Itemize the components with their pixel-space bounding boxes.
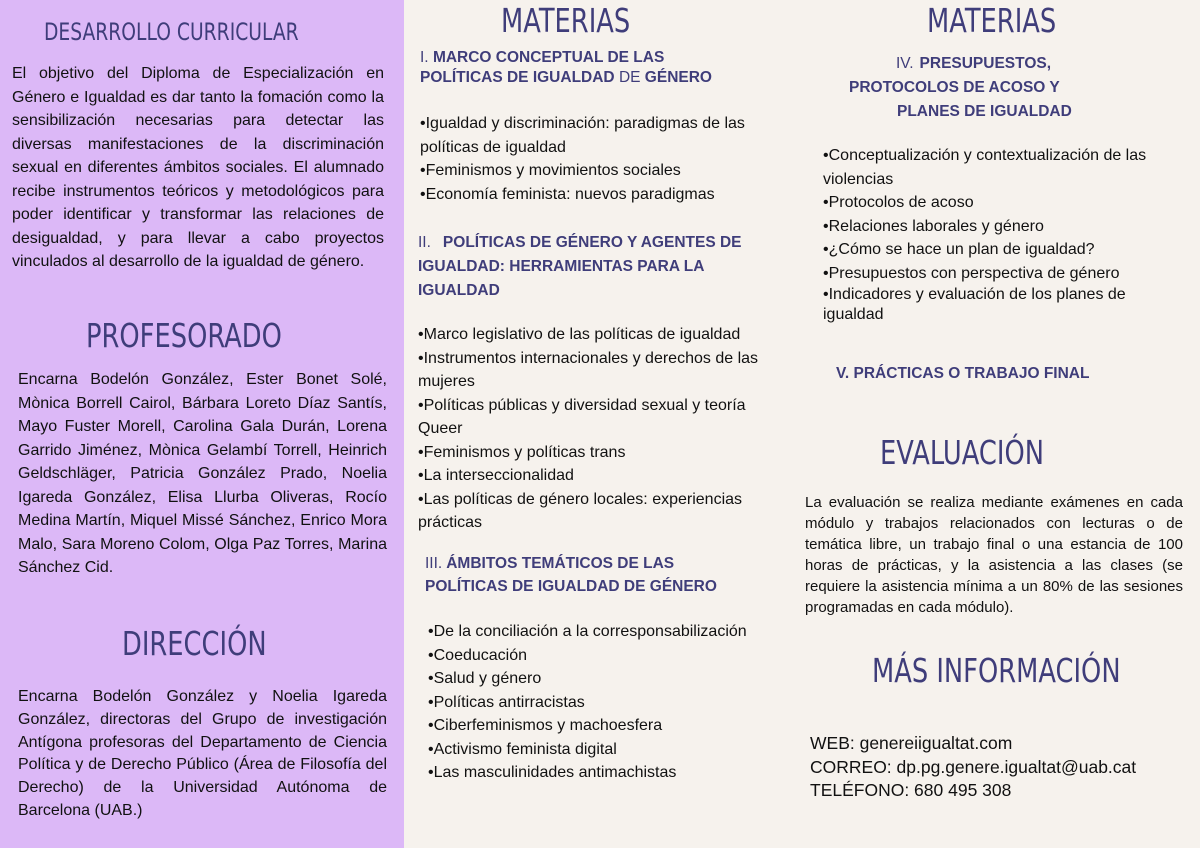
phone-text: TELÉFONO: 680 495 308 (810, 780, 1012, 800)
email-link[interactable]: CORREO: dp.pg.genere.igualtat@uab.cat (810, 756, 1137, 777)
subjects-heading-2: MATERIAS (927, 1, 1057, 40)
info-heading: MÁS INFORMACIÓN (872, 651, 1121, 690)
direction-heading: DIRECCIÓN (122, 624, 267, 663)
subjects-heading: MATERIAS (501, 1, 631, 40)
section-1-title-line1: MARCO CONCEPTUAL DE LAS (432, 49, 665, 66)
section-4-number: IV. (896, 55, 914, 72)
list-item: • Feminismos y políticas trans (418, 441, 778, 465)
section-4-title-line1: PRESUPUESTOS, (919, 55, 1052, 72)
contact-block (810, 732, 1136, 803)
section-1-title-line2b: DE (618, 69, 641, 86)
list-item: • Activismo feminista digital (428, 738, 788, 762)
section-3-title-text: ÁMBITOS TEMÁTICOS DE LAS POLÍTICAS DE IGUALDAD DE GÉNERO (425, 555, 717, 595)
section-4-title (800, 52, 1200, 124)
list-item: • Salud y género (428, 667, 788, 691)
section-1-title (420, 48, 780, 88)
list-item: • Coeducación (428, 644, 788, 668)
section-2-title (418, 231, 774, 303)
right-panel (800, 0, 1200, 848)
list-item: • Las políticas de género locales: experiencias prácticas (418, 488, 778, 535)
list-item: • Conceptualización y contextualización de las violencias (823, 144, 1168, 191)
section-2-number: II. (418, 234, 431, 251)
section-2-list (418, 323, 778, 535)
section-4-title-line2: PROTOCOLOS DE ACOSO Y (849, 79, 1060, 96)
section-2-title-text: POLÍTICAS DE GÉNERO Y AGENTES DE IGUALDAD: HERRAMIENTAS PARA LA IGUALDAD (418, 234, 742, 299)
section-3-title (425, 552, 755, 598)
section-1-number: I. (420, 49, 429, 66)
list-item: • Relaciones laborales y género (823, 215, 1168, 239)
list-item: • Las masculinidades antimachistas (428, 761, 788, 785)
list-item: • Igualdad y discriminación: paradigmas de las políticas de igualdad (420, 112, 780, 159)
curriculum-heading: DESARROLLO CURRICULAR (44, 18, 299, 46)
list-item: • Feminismos y movimientos sociales (420, 159, 780, 183)
list-item: • Marco legislativo de las políticas de igualdad (418, 323, 778, 347)
curriculum-text: El objetivo del Diploma de Especialización en Género e Igualdad es dar tanto la fomación como la sensibilización necesarias para detectar las diversas manifestaciones de la discriminación sexual en diferentes ámbitos sociales. El alumnado recibe instrumentos teóricos y metodológicos para poder identificar y transformar las relaciones de desigualdad, y para llevar a cabo proyectos vinculados al desarrollo de la igualdad de género. (12, 65, 384, 270)
section-5-title: V. PRÁCTICAS O TRABAJO FINAL (836, 365, 1090, 382)
list-item: • Políticas antirracistas (428, 691, 788, 715)
section-3-list (428, 620, 788, 785)
list-item: • Protocolos de acoso (823, 191, 1168, 215)
list-item: • Instrumentos internacionales y derechos de las mujeres (418, 347, 778, 394)
list-item: • Indicadores y evaluación de los planes de igualdad (823, 285, 1168, 325)
left-panel (0, 0, 404, 848)
section-4-title-line3: PLANES DE IGUALDAD (897, 103, 1072, 120)
section-4-list (823, 144, 1168, 325)
faculty-text: Encarna Bodelón González, Ester Bonet Solé, Mònica Borrell Cairol, Bárbara Loreto Díaz Santís, Mayo Fuster Morell, Carolina Gala Durán, Lorena Garrido Jiménez, Mònica Gelambí Torrell, Heinrich Geldschläger, Patricia González Prado, Noelia Igareda González, Elisa Llurba Oliveras, Rocío Medina Martín, Miquel Missé Sánchez, Enrico Mora Malo, Sara Moreno Colom, Olga Paz Torres, Marina Sánchez Cid. (18, 371, 387, 576)
list-item: • La interseccionalidad (418, 464, 778, 488)
section-1-title-line2c: GÉNERO (644, 69, 712, 86)
direction-text: Encarna Bodelón González y Noelia Igareda González, directoras del Grupo de investigación Antígona profesoras del Departamento de Ciencia Política y de Derecho Público (Área de Filosofía del Derecho) de la Universidad Autónoma de Barcelona (UAB.) (18, 688, 387, 819)
list-item: • De la conciliación a la corresponsabilización (428, 620, 788, 644)
list-item: • Políticas públicas y diversidad sexual y teoría Queer (418, 394, 778, 441)
list-item: • Ciberfeminismos y machoesfera (428, 714, 788, 738)
middle-panel (404, 0, 800, 848)
section-1-list (420, 112, 780, 206)
section-1-title-line2a: POLÍTICAS DE IGUALDAD (420, 69, 615, 86)
evaluation-text: La evaluación se realiza mediante exámenes en cada módulo y trabajos relacionados con lecturas o de temática libre, un trabajo final o una estancia de 100 horas de prácticas, y la asistencia a las clases (se requiere la asistencia mínima a un 80% de las sesiones programadas en cada módulo). (805, 494, 1183, 616)
list-item: • ¿Cómo se hace un plan de igualdad? (823, 238, 1168, 262)
section-3-number: III. (425, 555, 443, 572)
web-link[interactable]: WEB: genereiigualtat.com (810, 733, 1013, 753)
list-item: • Presupuestos con perspectiva de género (823, 262, 1168, 286)
list-item: • Economía feminista: nuevos paradigmas (420, 183, 780, 207)
evaluation-heading: EVALUACIÓN (880, 433, 1044, 472)
faculty-heading: PROFESORADO (86, 316, 282, 355)
